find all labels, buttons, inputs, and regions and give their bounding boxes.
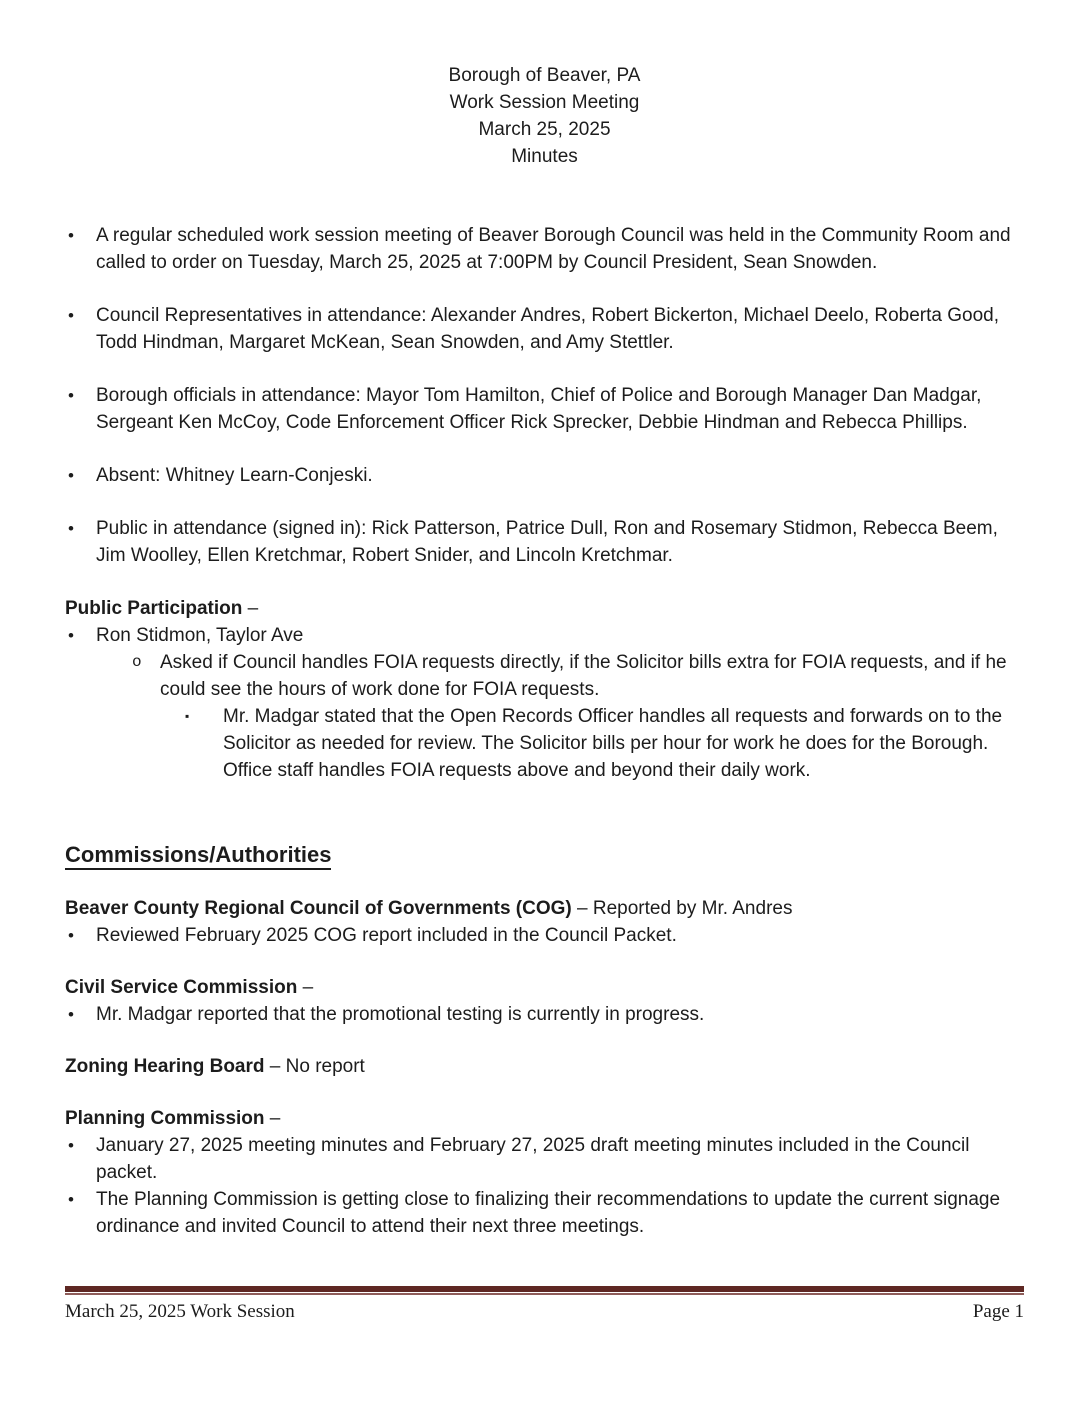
section-heading (65, 840, 1024, 870)
section-subheading (65, 974, 1024, 1001)
circle-bullet-icon: o (132, 653, 142, 671)
speaker-name: Ron Stidmon, Taylor Ave (96, 625, 304, 646)
list-item (65, 302, 1024, 356)
section-subheading-title: Beaver County Regional Council of Governments (COG) (65, 898, 572, 919)
planning-commission-subsection (65, 1105, 1024, 1240)
list-item-text: Mr. Madgar stated that the Open Records Officer handles all requests and forwards on to the Solicitor as needed for review. The Solicitor bills per hour for work he does for the Borough. Office staff handles FOIA requests above and beyond their daily work. (223, 706, 1003, 781)
bullet-icon: • (68, 926, 74, 945)
bullet-icon: • (68, 466, 74, 485)
cog-subsection (65, 895, 1024, 949)
list-item (65, 222, 1024, 276)
list-item-level2 (132, 649, 1024, 703)
list-item (65, 622, 1024, 649)
list-item (65, 382, 1024, 436)
section-subheading (65, 895, 1024, 922)
list-item (65, 1186, 1024, 1240)
list-item-text: Public in attendance (signed in): Rick Patterson, Patrice Dull, Ron and Rosemary Stidmon, Rebecca Beem, Jim Woolley, Ellen Kretchmar, Robert Snider, and Lincoln Kretchmar. (96, 518, 998, 566)
section-subheading-title: Zoning Hearing Board (65, 1056, 265, 1077)
bullet-icon: • (68, 519, 74, 538)
page-footer (65, 1286, 1024, 1324)
list-item-level3 (185, 703, 1024, 784)
list-item (65, 515, 1024, 569)
doc-title-date: March 25, 2025 (478, 119, 611, 140)
list-item (65, 1132, 1024, 1186)
section-heading-text: Commissions/Authorities (65, 842, 331, 870)
commissions-authorities-section (65, 840, 1024, 1240)
attendance-section (65, 222, 1024, 569)
bullet-icon: • (68, 1136, 74, 1155)
section-subheading-suffix: – Reported by Mr. Andres (571, 898, 793, 919)
section-subheading-title: Public Participation (65, 598, 243, 619)
civil-service-subsection (65, 974, 1024, 1028)
document-title-block (65, 62, 1024, 170)
section-subheading-title: Planning Commission (65, 1108, 265, 1129)
footer-session-label: March 25, 2025 Work Session (65, 1301, 295, 1322)
doc-title-org: Borough of Beaver, PA (448, 65, 641, 86)
bullet-icon: • (68, 306, 74, 325)
list-item (65, 1001, 1024, 1028)
list-item-text: Mr. Madgar reported that the promotional testing is currently in progress. (96, 1004, 705, 1025)
section-subheading-suffix: – No report (264, 1056, 365, 1077)
list-item-text: Asked if Council handles FOIA requests directly, if the Solicitor bills extra for FOIA requests, and if he could see the hours of work done for FOIA requests. (160, 652, 1007, 700)
section-subheading-suffix: – (297, 977, 314, 998)
section-subheading (65, 595, 1024, 622)
section-subheading (65, 1053, 1024, 1080)
list-item-text: Council Representatives in attendance: Alexander Andres, Robert Bickerton, Michael Deelo, Roberta Good, Todd Hindman, Margaret McKean, Sean Snowden, and Amy Stettler. (96, 305, 1000, 353)
footer-page-number: Page 1 (972, 1301, 1024, 1322)
square-bullet-icon: ▪ (185, 709, 190, 723)
bullet-icon: • (68, 386, 74, 405)
footer-text-row (65, 1300, 1024, 1324)
bullet-icon: • (68, 226, 74, 245)
bullet-icon: • (68, 626, 74, 645)
list-item (65, 462, 1024, 489)
public-participation-section (65, 595, 1024, 784)
section-subheading (65, 1105, 1024, 1132)
section-subheading-title: Civil Service Commission (65, 977, 298, 998)
bullet-icon: • (68, 1190, 74, 1209)
list-item-text: A regular scheduled work session meeting of Beaver Borough Council was held in the Community Room and called to order on Tuesday, March 25, 2025 at 7:00PM by Council President, Sean Snowden. (96, 225, 1011, 273)
section-subheading-suffix: – (242, 598, 259, 619)
list-item-text: Absent: Whitney Learn-Conjeski. (96, 465, 373, 486)
bullet-icon: • (68, 1005, 74, 1024)
footer-rule-thick (65, 1286, 1024, 1292)
list-item-text: Borough officials in attendance: Mayor Tom Hamilton, Chief of Police and Borough Manager Dan Madgar, Sergeant Ken McCoy, Code Enforcement Officer Rick Sprecker, Debbie Hindman and Rebecca Phillips. (96, 385, 982, 433)
list-item-text: Reviewed February 2025 COG report included in the Council Packet. (96, 925, 677, 946)
list-item-text: The Planning Commission is getting close to finalizing their recommendations to update the current signage ordinance and invited Council to attend their next three meetings. (96, 1189, 1001, 1237)
section-subheading-suffix: – (264, 1108, 281, 1129)
list-item-text: January 27, 2025 meeting minutes and February 27, 2025 draft meeting minutes included in the Council packet. (96, 1135, 970, 1183)
zoning-board-subsection (65, 1053, 1024, 1080)
footer-rule-thin (65, 1293, 1024, 1295)
list-item (65, 922, 1024, 949)
doc-title-minutes: Minutes (511, 146, 578, 167)
doc-title-meeting-type: Work Session Meeting (449, 92, 640, 113)
